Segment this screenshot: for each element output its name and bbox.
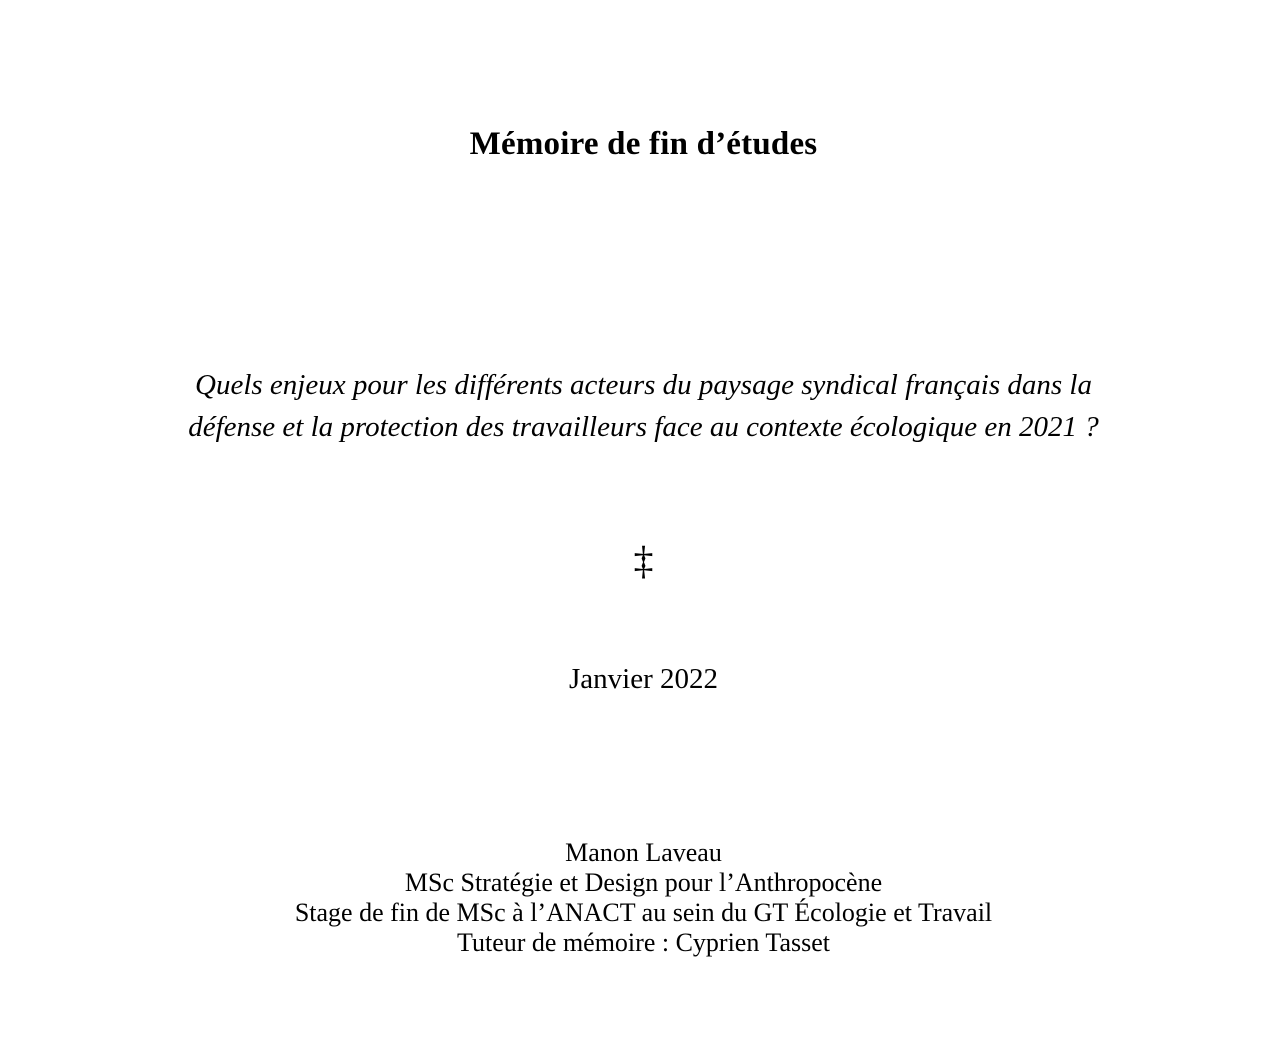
research-question-line-2: défense et la protection des travailleurs face au contexte écologique en 2021 ?: [188, 411, 1099, 443]
author-name: Manon Laveau: [565, 838, 722, 867]
document-date: Janvier 2022: [569, 663, 718, 695]
research-question-line-1: Quels enjeux pour les différents acteurs du paysage syndical français dans la: [195, 369, 1092, 401]
research-question: [0, 364, 1287, 448]
double-dagger-separator: ‡: [633, 538, 654, 583]
document-title: Mémoire de fin d’études: [469, 126, 818, 162]
credits-block: [0, 838, 1287, 958]
tutor-line: Tuteur de mémoire : Cyprien Tasset: [457, 928, 830, 957]
internship-line: Stage de fin de MSc à l’ANACT au sein du GT Écologie et Travail: [294, 898, 993, 927]
program-name: MSc Stratégie et Design pour l’Anthropocène: [404, 868, 883, 897]
